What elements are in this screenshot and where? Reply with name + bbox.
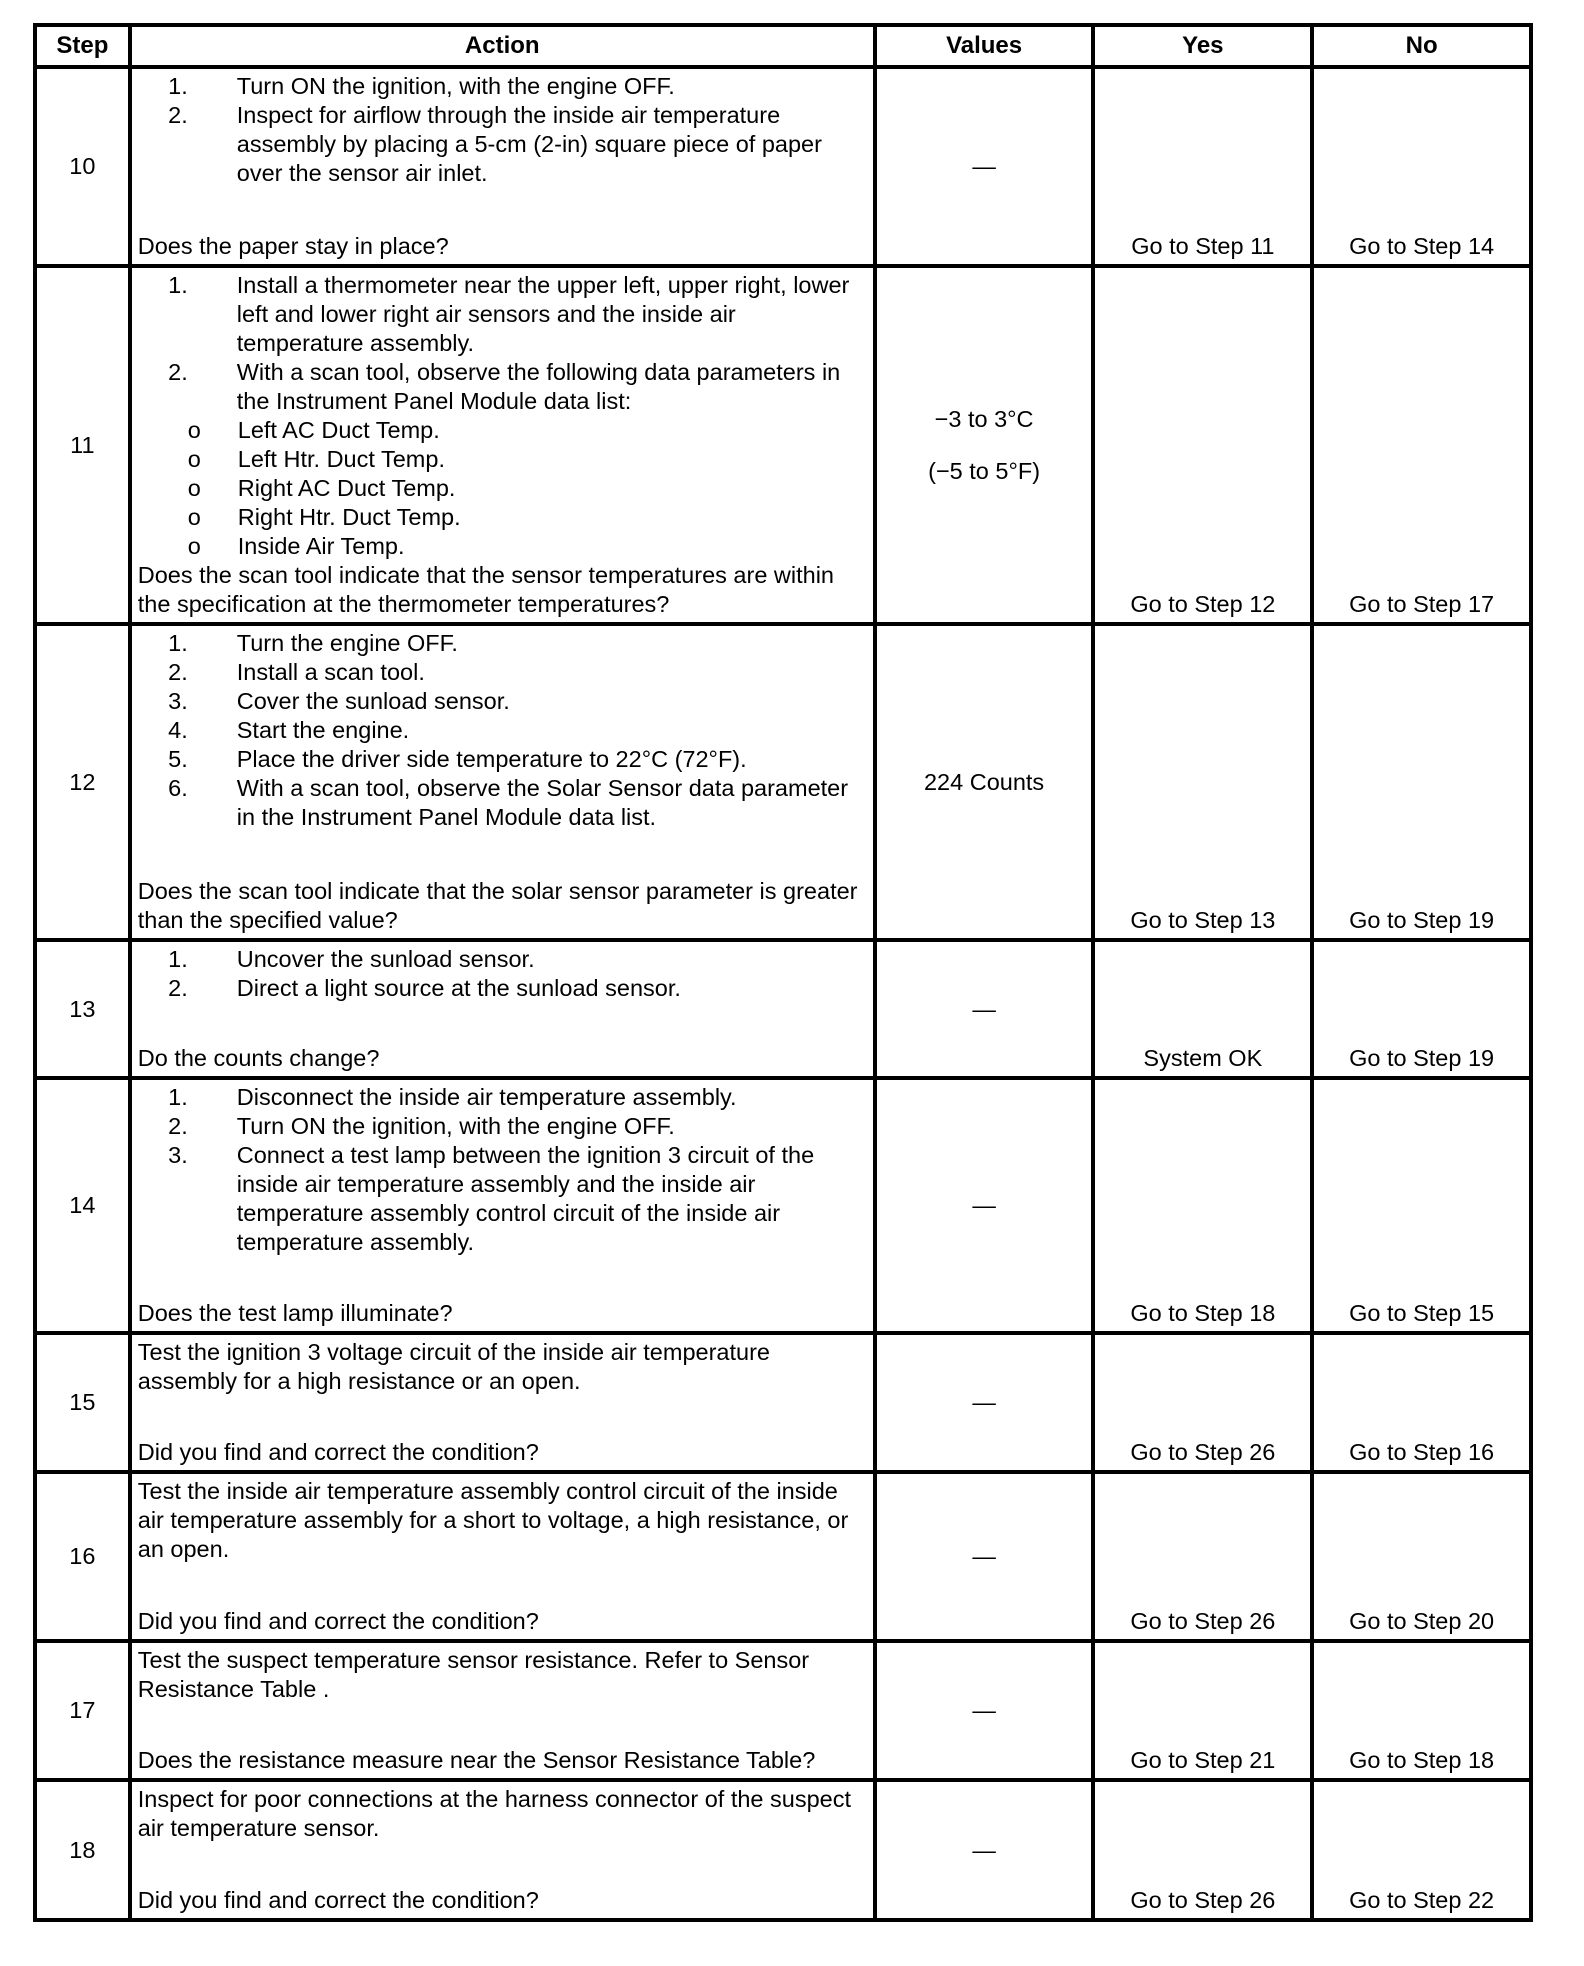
step-item-number: 2. [168, 659, 188, 685]
action-content [138, 942, 867, 1073]
action-cell [130, 1641, 875, 1780]
step-number: 17 [35, 1641, 130, 1780]
header-yes: Yes [1093, 25, 1312, 67]
action-instructions [138, 1782, 867, 1843]
yes-result: Go to Step 11 [1093, 67, 1312, 266]
yes-result: Go to Step 26 [1093, 1472, 1312, 1641]
step-item [138, 745, 867, 774]
yes-result: Go to Step 26 [1093, 1780, 1312, 1920]
bullet-icon: o [187, 533, 201, 559]
step-item-number: 5. [168, 746, 188, 772]
parameter-text: Left AC Duct Temp. [237, 417, 440, 443]
values-cell [875, 940, 1094, 1078]
step-number: 15 [35, 1333, 130, 1472]
yes-result: Go to Step 12 [1093, 266, 1312, 624]
step-item-number: 2. [168, 1113, 188, 1139]
parameter-text: Inside Air Temp. [237, 533, 405, 559]
action-content [138, 1474, 867, 1636]
value-text: −3 to 3°C [934, 405, 1034, 432]
yes-result: Go to Step 21 [1093, 1641, 1312, 1780]
action-instructions [138, 626, 867, 832]
step-list [138, 72, 867, 188]
parameter-text: Right AC Duct Temp. [237, 475, 456, 501]
action-question: Does the scan tool indicate that the solar sensor parameter is greater than the specified value? [137, 878, 858, 933]
step-item-number: 3. [168, 688, 188, 714]
action-question: Does the test lamp illuminate? [137, 1300, 453, 1326]
step-number: 16 [35, 1472, 130, 1641]
values-cell [875, 1472, 1094, 1641]
step-item-text: Cover the sunload sensor. [236, 688, 510, 714]
step-number: 13 [35, 940, 130, 1078]
table-row [35, 67, 1531, 266]
action-instructions [138, 1643, 867, 1704]
step-item [138, 1083, 867, 1112]
value-text: — [972, 153, 996, 179]
table-body [35, 67, 1531, 1920]
diagnostic-table [33, 23, 1533, 1922]
step-item-text: Start the engine. [236, 717, 410, 743]
values-cell [875, 266, 1094, 624]
parameter-text: Right Htr. Duct Temp. [237, 504, 461, 530]
value-text: — [972, 1543, 996, 1569]
step-item [138, 945, 867, 974]
action-content [138, 268, 867, 619]
action-text: Test the inside air temperature assembly control circuit of the inside air temperature assembly for a short to voltage, a high resistance, or an open. [137, 1478, 849, 1562]
action-instructions [138, 1474, 867, 1564]
no-result: Go to Step 19 [1312, 624, 1531, 940]
step-item-number: 2. [168, 975, 188, 1001]
no-result: Go to Step 17 [1312, 266, 1531, 624]
action-content [138, 69, 867, 261]
no-result: Go to Step 14 [1312, 67, 1531, 266]
value-text: — [972, 1836, 996, 1863]
step-item-text: Inspect for airflow through the inside air temperature assembly by placing a 5-cm (2-in) square piece of paper over the sensor air inlet. [236, 102, 822, 186]
bullet-icon: o [187, 417, 201, 443]
step-number: 12 [35, 624, 130, 940]
action-cell [130, 940, 875, 1078]
parameter-text: Left Htr. Duct Temp. [237, 446, 445, 472]
no-result: Go to Step 22 [1312, 1780, 1531, 1920]
values-cell [875, 67, 1094, 266]
values-cell [875, 624, 1094, 940]
step-item-number: 1. [168, 1084, 188, 1110]
action-instructions [138, 1335, 867, 1396]
step-item-text: Install a thermometer near the upper left, upper right, lower left and lower right air sensors and the inside air temperature assembly. [236, 272, 850, 356]
action-cell [130, 1780, 875, 1920]
step-item [138, 101, 867, 188]
table-row [35, 1078, 1531, 1333]
action-content [138, 626, 867, 935]
action-text: Test the ignition 3 voltage circuit of the inside air temperature assembly for a high resistance or an open. [137, 1339, 770, 1394]
step-item [138, 1141, 867, 1257]
action-question: Did you find and correct the condition? [137, 1608, 539, 1634]
step-item-text: With a scan tool, observe the Solar Sensor data parameter in the Instrument Panel Module data list. [236, 775, 849, 830]
step-number: 14 [35, 1078, 130, 1333]
step-item [138, 629, 867, 658]
table-row [35, 624, 1531, 940]
no-result: Go to Step 20 [1312, 1472, 1531, 1641]
action-question: Did you find and correct the condition? [137, 1439, 539, 1465]
step-item [138, 72, 867, 101]
values-cell [875, 1333, 1094, 1472]
step-item-text: Turn ON the ignition, with the engine OFF. [236, 1113, 675, 1139]
header-step: Step [35, 25, 130, 67]
step-number: 10 [35, 67, 130, 266]
action-content [138, 1080, 867, 1328]
header-no: No [1312, 25, 1531, 67]
action-question: Do the counts change? [137, 1045, 380, 1071]
value-text: — [972, 1389, 996, 1415]
action-content [138, 1782, 867, 1915]
step-item [138, 658, 867, 687]
header-values: Values [875, 25, 1094, 67]
action-content [138, 1335, 867, 1467]
yes-result: System OK [1093, 940, 1312, 1078]
parameter-item [138, 474, 867, 503]
step-item-text: Turn ON the ignition, with the engine OFF. [236, 73, 675, 99]
step-item-number: 1. [168, 73, 188, 99]
step-item [138, 716, 867, 745]
action-cell [130, 1333, 875, 1472]
value-text: — [972, 1192, 996, 1218]
no-result: Go to Step 18 [1312, 1641, 1531, 1780]
action-question: Did you find and correct the condition? [137, 1887, 539, 1913]
header-row [35, 25, 1531, 67]
step-list [138, 1083, 867, 1257]
action-cell [130, 266, 875, 624]
header-action: Action [130, 25, 875, 67]
no-result: Go to Step 19 [1312, 940, 1531, 1078]
action-text: Test the suspect temperature sensor resistance. Refer to Sensor Resistance Table . [137, 1647, 810, 1702]
parameter-item [138, 445, 867, 474]
value-text: — [972, 1697, 996, 1723]
bullet-icon: o [187, 475, 201, 501]
action-instructions [138, 268, 867, 561]
action-question: Does the scan tool indicate that the sensor temperatures are within the specification at the thermometer temperatures? [137, 562, 834, 617]
action-instructions [138, 69, 867, 188]
value-text: (−5 to 5°F) [928, 457, 1041, 484]
step-item-text: Connect a test lamp between the ignition 3 circuit of the inside air temperature assembly and the inside air temperature assembly control circuit of the inside air temperature assembly. [236, 1142, 815, 1255]
yes-result: Go to Step 26 [1093, 1333, 1312, 1472]
action-question: Does the resistance measure near the Sensor Resistance Table? [137, 1747, 816, 1773]
step-item-text: Turn the engine OFF. [236, 630, 458, 656]
step-number: 11 [35, 266, 130, 624]
step-item-text: Direct a light source at the sunload sensor. [236, 975, 681, 1001]
step-list [138, 271, 867, 416]
step-item [138, 271, 867, 358]
step-list [138, 945, 867, 1003]
step-item [138, 774, 867, 832]
step-item-text: Place the driver side temperature to 22°C (72°F). [236, 746, 747, 772]
values-cell [875, 1780, 1094, 1920]
step-item-number: 1. [168, 272, 188, 298]
action-cell [130, 624, 875, 940]
yes-result: Go to Step 13 [1093, 624, 1312, 940]
table-row [35, 1472, 1531, 1641]
action-question: Does the paper stay in place? [137, 233, 449, 259]
step-item [138, 358, 867, 416]
table-row [35, 266, 1531, 624]
step-item-number: 3. [168, 1142, 188, 1168]
bullet-icon: o [187, 504, 201, 530]
action-instructions [138, 942, 867, 1003]
action-instructions [138, 1080, 867, 1257]
step-item-text: Disconnect the inside air temperature assembly. [236, 1084, 737, 1110]
step-number: 18 [35, 1780, 130, 1920]
step-list [138, 629, 867, 832]
parameter-item [138, 503, 867, 532]
yes-result: Go to Step 18 [1093, 1078, 1312, 1333]
action-cell [130, 1472, 875, 1641]
step-item [138, 1112, 867, 1141]
step-item-number: 2. [168, 102, 188, 128]
step-item-number: 2. [168, 359, 188, 385]
action-cell [130, 1078, 875, 1333]
parameter-list [138, 416, 867, 561]
value-text: — [972, 995, 996, 1022]
step-item-number: 1. [168, 946, 188, 972]
step-item [138, 687, 867, 716]
values-cell [875, 1641, 1094, 1780]
step-item-text: Uncover the sunload sensor. [236, 946, 535, 972]
action-text: Inspect for poor connections at the harness connector of the suspect air temperature sensor. [137, 1786, 852, 1841]
parameter-item [138, 416, 867, 445]
table-row [35, 1333, 1531, 1472]
bullet-icon: o [187, 446, 201, 472]
step-item-text: With a scan tool, observe the following data parameters in the Instrument Panel Module data list: [236, 359, 841, 414]
step-item [138, 974, 867, 1003]
table-row [35, 940, 1531, 1078]
table-row [35, 1780, 1531, 1920]
step-item-number: 1. [168, 630, 188, 656]
value-text: 224 Counts [923, 768, 1045, 795]
action-cell [130, 67, 875, 266]
values-cell [875, 1078, 1094, 1333]
parameter-item [138, 532, 867, 561]
step-item-number: 4. [168, 717, 188, 743]
no-result: Go to Step 16 [1312, 1333, 1531, 1472]
action-content [138, 1643, 867, 1775]
step-item-text: Install a scan tool. [236, 659, 425, 685]
table-row [35, 1641, 1531, 1780]
step-item-number: 6. [168, 775, 188, 801]
no-result: Go to Step 15 [1312, 1078, 1531, 1333]
